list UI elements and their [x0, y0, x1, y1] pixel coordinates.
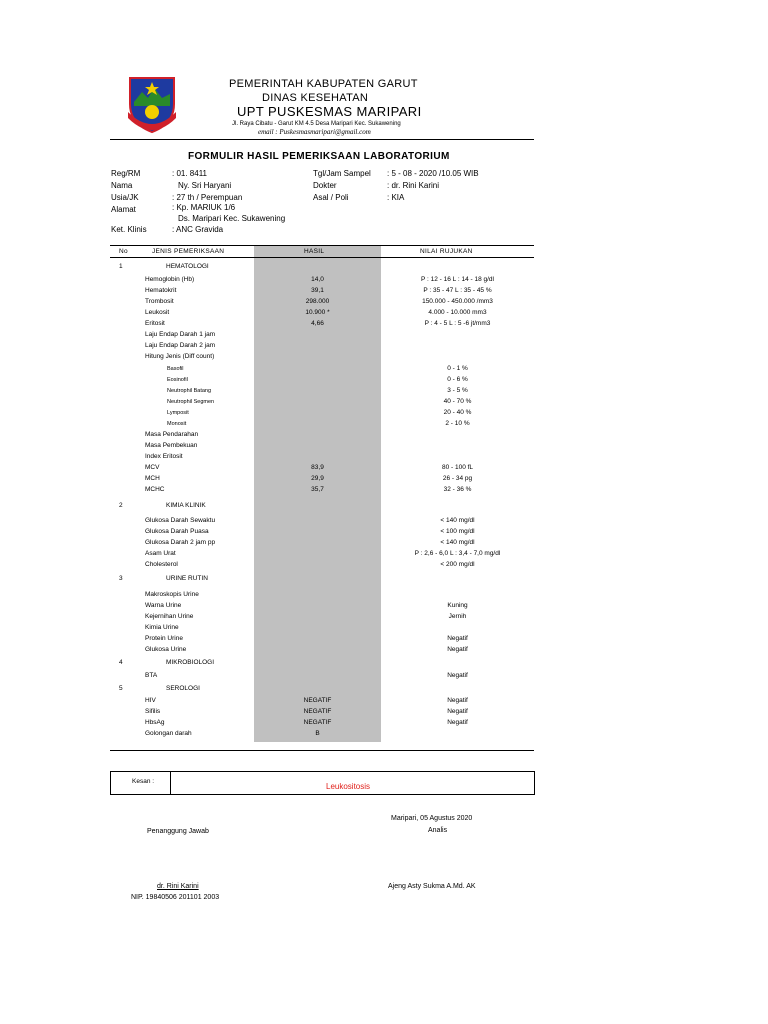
th-hasil: HASIL	[304, 248, 325, 255]
reference-value: 26 - 34 pg	[442, 475, 473, 482]
reference-value: < 200 mg/dl	[440, 561, 475, 568]
test-result: 35,7	[311, 486, 324, 493]
section-header: MIKROBIOLOGI	[166, 659, 215, 666]
test-name: Protein Urine	[145, 635, 183, 642]
reference-value: < 140 mg/dl	[440, 539, 475, 546]
footer-left-nip: NIP. 19840506 201101 2003	[131, 894, 220, 901]
reference-value: 0 - 1 %	[447, 365, 468, 372]
test-result: NEGATIF	[303, 708, 332, 715]
test-name: HIV	[145, 697, 156, 704]
tgl-value: : 5 - 08 - 2020 /10.05 WIB	[387, 169, 479, 178]
usia-label: Usia/JK	[111, 193, 139, 202]
row-no: 4	[119, 659, 123, 666]
kesan-box	[110, 771, 535, 795]
reference-value: 150.000 - 450.000 /mm3	[422, 298, 493, 305]
test-name: Golongan darah	[145, 730, 192, 737]
test-result: 4,66	[311, 320, 324, 327]
test-name: Kimia Urine	[145, 624, 179, 631]
header-divider	[110, 139, 534, 140]
kesan-value: Leukositosis	[326, 782, 371, 791]
test-name: Laju Endap Darah 2 jam	[145, 342, 216, 349]
kabupaten-garut-logo	[124, 72, 180, 134]
section-header: URINE RUTIN	[166, 575, 208, 582]
reference-value: 3 - 5 %	[447, 387, 468, 394]
alamat-label: Alamat	[111, 205, 136, 214]
test-name: Asam Urat	[145, 550, 176, 557]
reference-value: Negatif	[447, 708, 468, 715]
footer-right-title: Analis	[428, 827, 448, 834]
reference-value: Negatif	[447, 672, 468, 679]
dokter-value: : dr. Rini Karini	[387, 181, 440, 190]
test-result: 298.000	[305, 298, 330, 305]
test-result: NEGATIF	[303, 719, 332, 726]
test-name: Glukosa Urine	[145, 646, 187, 653]
nama-value: Ny. Sri Haryani	[178, 181, 232, 190]
test-name: Leukosit	[145, 309, 170, 316]
section-header: KIMIA KLINIK	[166, 502, 206, 509]
test-name: Index Eritosit	[145, 453, 183, 460]
reference-value: P : 2,6 - 6,0 L : 3,4 - 7,0 mg/dl	[414, 550, 501, 557]
reference-value: 0 - 6 %	[447, 376, 468, 383]
alamat-value2: Ds. Maripari Kec. Sukawening	[178, 214, 286, 223]
test-result: NEGATIF	[303, 697, 332, 704]
reference-value: 32 - 36 %	[443, 486, 472, 493]
reference-value: Negatif	[447, 719, 468, 726]
test-name: Hemoglobin (Hb)	[145, 276, 195, 283]
asal-value: : KIA	[387, 193, 405, 202]
form-title: FORMULIR HASIL PEMERIKSAAN LABORATORIUM	[188, 151, 450, 162]
test-name: Makroskopis Urine	[145, 591, 199, 598]
test-result: 10.900 *	[305, 309, 330, 316]
test-result: 39,1	[311, 287, 324, 294]
test-result: B	[315, 730, 320, 737]
reference-value: 20 - 40 %	[443, 409, 472, 416]
test-name: Neutrophil Batang	[167, 388, 212, 394]
test-name: Masa Pembekuan	[145, 442, 198, 449]
section-header: SEROLOGI	[166, 685, 200, 692]
test-name: Hitung Jenis (Diff count)	[145, 353, 215, 360]
test-name: Warna Urine	[145, 602, 182, 609]
reference-value: 80 - 100 fL	[441, 464, 474, 471]
header-address: Jl. Raya Cibatu - Garut KM 4.5 Desa Maripari Kec. Sukawening	[232, 121, 401, 127]
test-name: Hematokrit	[145, 287, 177, 294]
table-top-border	[110, 245, 534, 246]
section-header: HEMATOLOGI	[166, 263, 209, 270]
reference-value: P : 35 - 47 L : 35 - 45 %	[423, 287, 492, 294]
row-no: 1	[119, 263, 123, 270]
test-result: 14,0	[311, 276, 324, 283]
tgl-label: Tgl/Jam Sampel	[313, 169, 371, 178]
reg-value: : 01. 8411	[172, 169, 207, 178]
header-line3: UPT PUSKESMAS MARIPARI	[237, 104, 422, 119]
th-no: No	[119, 248, 128, 255]
table-header-border	[110, 257, 534, 258]
footer-left-title: Penanggung Jawab	[147, 828, 209, 835]
test-name: Glukosa Darah Sewaktu	[145, 517, 216, 524]
reference-value: Negatif	[447, 697, 468, 704]
reference-value: P : 4 - 5 L : 5 -6 jt/mm3	[424, 320, 491, 327]
test-name: Sifilis	[145, 708, 161, 715]
row-no: 5	[119, 685, 123, 692]
test-result: 29,9	[311, 475, 324, 482]
test-name: Eosinofil	[167, 377, 188, 383]
test-name: MCV	[145, 464, 160, 471]
test-name: BTA	[145, 672, 158, 679]
test-result: 83,9	[311, 464, 324, 471]
kesan-label: Kesan :	[132, 778, 155, 785]
reference-value: Negatif	[447, 635, 468, 642]
test-name: Lymposit	[167, 410, 189, 416]
test-name: Basofil	[167, 366, 184, 372]
test-name: Monosit	[167, 421, 187, 427]
test-name: Glukosa Darah 2 jam pp	[145, 539, 216, 546]
footer-date: Maripari, 05 Agustus 2020	[391, 815, 473, 822]
test-name: Eritosit	[145, 320, 165, 327]
reference-value: 40 - 70 %	[443, 398, 472, 405]
header-line2: DINAS KESEHATAN	[262, 92, 369, 104]
reference-value: < 140 mg/dl	[440, 517, 475, 524]
row-no: 3	[119, 575, 123, 582]
footer-left-name: dr. Rini Karini	[157, 883, 199, 890]
test-name: Cholesterol	[145, 561, 178, 568]
header-line1: PEMERINTAH KABUPATEN GARUT	[229, 78, 418, 90]
th-jenis: JENIS PEMERIKSAAN	[152, 248, 225, 255]
footer-right-name: Ajeng Asty Sukma A.Md. AK	[388, 883, 476, 890]
test-name: Masa Pendarahan	[145, 431, 199, 438]
ket-value: : ANC Gravida	[172, 225, 224, 234]
asal-label: Asal / Poli	[313, 193, 349, 202]
kesan-divider	[170, 772, 171, 794]
nama-label: Nama	[111, 181, 133, 190]
table-bottom-border	[110, 750, 534, 751]
reference-value: Kuning	[447, 602, 468, 609]
header-email: email : Puskesmasmaripari@gmail.com	[258, 128, 371, 136]
test-name: MCH	[145, 475, 160, 482]
test-name: MCHC	[145, 486, 165, 493]
reference-value: Negatif	[447, 646, 468, 653]
test-name: Laju Endap Darah 1 jam	[145, 331, 216, 338]
reference-value: Jernih	[448, 613, 467, 620]
reference-value: 2 - 10 %	[445, 420, 470, 427]
row-no: 2	[119, 502, 123, 509]
usia-value: : 27 th / Perempuan	[172, 193, 243, 202]
reg-label: Reg/RM	[111, 169, 141, 178]
test-name: Neutrophil Segmen	[167, 399, 215, 405]
ket-label: Ket. Klinis	[111, 225, 147, 234]
test-name: Kejernihan Urine	[145, 613, 194, 620]
alamat-value1: : Kp. MARIUK 1/6	[172, 203, 236, 212]
reference-value: < 100 mg/dl	[440, 528, 475, 535]
test-name: Trombosit	[145, 298, 174, 305]
test-name: Glukosa Darah Puasa	[145, 528, 209, 535]
reference-value: 4.000 - 10.000 mm3	[428, 309, 487, 316]
reference-value: P : 12 - 16 L : 14 - 18 g/dl	[421, 276, 494, 283]
test-name: HbsAg	[145, 719, 165, 726]
dokter-label: Dokter	[313, 181, 337, 190]
th-rujukan: NILAI RUJUKAN	[420, 248, 473, 255]
